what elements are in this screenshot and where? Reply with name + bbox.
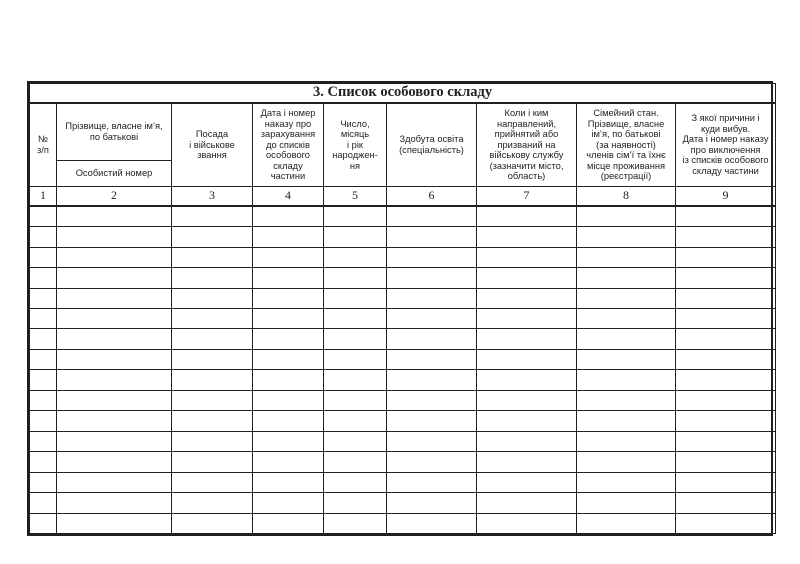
blank-cell[interactable]: [324, 268, 387, 288]
header-line: (спеціальність): [399, 144, 464, 155]
blank-cell[interactable]: [477, 411, 577, 431]
blank-cell[interactable]: [253, 268, 324, 288]
blank-cell[interactable]: [253, 349, 324, 369]
blank-cell[interactable]: [477, 472, 577, 492]
header-position-rank: [172, 103, 253, 186]
blank-cell[interactable]: [57, 411, 172, 431]
header-line: призваний на: [497, 139, 556, 150]
table-row: [30, 472, 776, 492]
blank-cell[interactable]: [253, 513, 324, 534]
header-line: і рік: [347, 139, 363, 150]
blank-cell[interactable]: [387, 288, 477, 308]
blank-cell[interactable]: [57, 227, 172, 247]
blank-cell[interactable]: [30, 390, 57, 410]
table-title: 3. Список особового складу: [30, 84, 776, 103]
blank-cell[interactable]: [253, 206, 324, 227]
header-line: із списків особового: [682, 155, 769, 166]
blank-cell[interactable]: [477, 329, 577, 349]
blank-cell[interactable]: [676, 227, 776, 247]
blank-cell[interactable]: [30, 349, 57, 369]
blank-cell[interactable]: [253, 288, 324, 308]
blank-cell[interactable]: [577, 431, 676, 451]
header-line: народжен-: [332, 150, 378, 161]
header-line: Дата і номер наказу: [682, 134, 769, 145]
blank-cell[interactable]: [577, 329, 676, 349]
header-full-name: [57, 103, 172, 160]
blank-cell[interactable]: [172, 452, 253, 472]
blank-cell[interactable]: [387, 268, 477, 288]
blank-cell[interactable]: [324, 288, 387, 308]
blank-cell[interactable]: [477, 493, 577, 513]
blank-cell[interactable]: [253, 308, 324, 328]
table-row: [30, 247, 776, 267]
blank-cell[interactable]: [172, 227, 253, 247]
blank-cell[interactable]: [30, 268, 57, 288]
blank-cell[interactable]: [387, 349, 477, 369]
blank-cell[interactable]: [253, 227, 324, 247]
blank-cell[interactable]: [57, 329, 172, 349]
blank-cell[interactable]: [324, 370, 387, 390]
blank-cell[interactable]: [57, 288, 172, 308]
table-row: [30, 513, 776, 534]
blank-cell[interactable]: [387, 411, 477, 431]
blank-cell[interactable]: [30, 206, 57, 227]
table-row: [30, 431, 776, 451]
blank-cell[interactable]: [577, 452, 676, 472]
blank-cell[interactable]: [324, 431, 387, 451]
blank-cell[interactable]: [30, 308, 57, 328]
blank-cell[interactable]: [57, 370, 172, 390]
header-line: зарахування: [260, 129, 316, 140]
header-family-status: [577, 103, 676, 186]
header-line: до списків: [266, 139, 310, 150]
blank-cell[interactable]: [172, 370, 253, 390]
header-line: військову службу: [489, 150, 564, 161]
table-row: [30, 308, 776, 328]
header-line: (зазначити місто,: [489, 160, 564, 171]
blank-cell[interactable]: [477, 227, 577, 247]
blank-cell[interactable]: [324, 227, 387, 247]
blank-cell[interactable]: [676, 268, 776, 288]
blank-cell[interactable]: [30, 431, 57, 451]
blank-cell[interactable]: [676, 452, 776, 472]
blank-cell[interactable]: [253, 472, 324, 492]
blank-cell[interactable]: [577, 349, 676, 369]
blank-cell[interactable]: [30, 329, 57, 349]
header-line: з/п: [37, 144, 49, 155]
blank-cell[interactable]: [172, 472, 253, 492]
blank-cell[interactable]: [577, 472, 676, 492]
table-row: [30, 370, 776, 390]
header-line: і військове: [189, 139, 235, 150]
blank-cell[interactable]: [172, 390, 253, 410]
blank-cell[interactable]: [57, 206, 172, 227]
blank-cell[interactable]: [577, 493, 676, 513]
blank-cell[interactable]: [30, 493, 57, 513]
blank-cell[interactable]: [577, 308, 676, 328]
blank-cell[interactable]: [676, 349, 776, 369]
blank-cell[interactable]: [477, 308, 577, 328]
header-line: Здобута освіта: [399, 134, 464, 145]
blank-cell[interactable]: [676, 247, 776, 267]
header-discharge: [676, 103, 776, 186]
blank-cell[interactable]: [477, 349, 577, 369]
column-number: 2: [57, 186, 172, 205]
header-line: ім’я, по батькові: [591, 129, 661, 140]
blank-cell[interactable]: [57, 452, 172, 472]
table-row: [30, 411, 776, 431]
personnel-list-form: [27, 81, 773, 536]
blank-cell[interactable]: [477, 370, 577, 390]
blank-cell[interactable]: [577, 513, 676, 534]
table-row: [30, 493, 776, 513]
blank-cell[interactable]: [57, 308, 172, 328]
blank-cell[interactable]: [253, 370, 324, 390]
blank-cell[interactable]: [253, 329, 324, 349]
header-line: Коли і ким: [504, 108, 549, 119]
blank-cell[interactable]: [477, 268, 577, 288]
blank-cell[interactable]: [676, 370, 776, 390]
table-row: [30, 329, 776, 349]
blank-cell[interactable]: [676, 493, 776, 513]
blank-cell[interactable]: [57, 349, 172, 369]
blank-cell[interactable]: [30, 247, 57, 267]
header-line: місяць: [340, 129, 370, 140]
header-line: (реєстрації): [600, 171, 652, 182]
blank-cell[interactable]: [30, 227, 57, 247]
header-line: (за наявності): [596, 139, 656, 150]
blank-cell[interactable]: [477, 288, 577, 308]
blank-cell[interactable]: [477, 452, 577, 472]
blank-cell[interactable]: [577, 268, 676, 288]
blank-cell[interactable]: [324, 411, 387, 431]
blank-cell[interactable]: [477, 206, 577, 227]
column-number: 9: [676, 186, 776, 205]
blank-cell[interactable]: [324, 493, 387, 513]
blank-cell[interactable]: [30, 472, 57, 492]
header-line: область): [507, 171, 546, 182]
blank-cell[interactable]: [30, 288, 57, 308]
blank-cell[interactable]: [57, 247, 172, 267]
blank-cell[interactable]: [30, 370, 57, 390]
blank-cell[interactable]: [172, 206, 253, 227]
blank-cell[interactable]: [387, 227, 477, 247]
blank-cell[interactable]: [324, 513, 387, 534]
column-number: 5: [324, 186, 387, 205]
header-line: звання: [197, 150, 227, 161]
blank-cell[interactable]: [57, 268, 172, 288]
header-index: [30, 103, 57, 186]
header-education: [387, 103, 477, 186]
header-line: №: [38, 134, 48, 145]
header-line: складу: [273, 160, 303, 171]
blank-cell[interactable]: [253, 493, 324, 513]
column-number: 3: [172, 186, 253, 205]
header-enrollment-order: [253, 103, 324, 186]
header-birth-date: [324, 103, 387, 186]
blank-cell[interactable]: [676, 390, 776, 410]
blank-cell[interactable]: [324, 206, 387, 227]
personnel-table: [29, 83, 776, 534]
header-personal-number: [57, 160, 172, 186]
blank-cell[interactable]: [324, 349, 387, 369]
blank-cell[interactable]: [676, 431, 776, 451]
blank-cell[interactable]: [172, 247, 253, 267]
blank-cell[interactable]: [57, 472, 172, 492]
blank-cell[interactable]: [172, 288, 253, 308]
column-numbers-row: [30, 186, 776, 205]
blank-cell[interactable]: [172, 513, 253, 534]
header-line: Прізвище, власне ім’я,: [65, 121, 163, 132]
header-line: членів сім’ї та їхнє: [586, 150, 666, 161]
blank-cell[interactable]: [57, 493, 172, 513]
header-line: прийнятий або: [494, 129, 559, 140]
table-row: [30, 349, 776, 369]
blank-cell[interactable]: [324, 308, 387, 328]
blank-cell[interactable]: [676, 206, 776, 227]
blank-cell[interactable]: [676, 288, 776, 308]
blank-cell[interactable]: [577, 370, 676, 390]
blank-cell[interactable]: [253, 411, 324, 431]
column-number: 4: [253, 186, 324, 205]
header-line: Особистий номер: [75, 167, 153, 178]
blank-cell[interactable]: [253, 247, 324, 267]
table-row: [30, 452, 776, 472]
blank-cell[interactable]: [172, 268, 253, 288]
table-row: [30, 390, 776, 410]
blank-cell[interactable]: [172, 308, 253, 328]
blank-cell[interactable]: [324, 329, 387, 349]
blank-cell[interactable]: [30, 513, 57, 534]
blank-cell[interactable]: [172, 411, 253, 431]
blank-cell[interactable]: [577, 227, 676, 247]
blank-cell[interactable]: [477, 513, 577, 534]
blank-cell[interactable]: [577, 288, 676, 308]
blank-cell[interactable]: [387, 513, 477, 534]
blank-cell[interactable]: [477, 431, 577, 451]
header-conscription: [477, 103, 577, 186]
header-line: по батькові: [89, 131, 139, 142]
blank-cell[interactable]: [676, 411, 776, 431]
header-line: складу частини: [692, 165, 759, 176]
blank-cell[interactable]: [172, 349, 253, 369]
blank-cell[interactable]: [387, 247, 477, 267]
blank-cell[interactable]: [324, 390, 387, 410]
blank-cell[interactable]: [676, 308, 776, 328]
blank-cell[interactable]: [577, 206, 676, 227]
blank-cell[interactable]: [387, 329, 477, 349]
header-line: Дата і номер: [260, 108, 316, 119]
blank-cell[interactable]: [676, 513, 776, 534]
table-row: [30, 206, 776, 227]
blank-cell[interactable]: [253, 431, 324, 451]
blank-cell[interactable]: [324, 472, 387, 492]
header-line: Посада: [195, 129, 229, 140]
blank-cell[interactable]: [253, 390, 324, 410]
blank-cell[interactable]: [387, 472, 477, 492]
blank-cell[interactable]: [172, 493, 253, 513]
header-line: ня: [349, 160, 361, 171]
header-line: про виключення: [690, 144, 761, 155]
blank-cell[interactable]: [387, 308, 477, 328]
column-number: 8: [577, 186, 676, 205]
blank-cell[interactable]: [387, 206, 477, 227]
blank-cell[interactable]: [324, 452, 387, 472]
column-number: 6: [387, 186, 477, 205]
header-line: куди вибув.: [700, 123, 751, 134]
blank-cell[interactable]: [577, 411, 676, 431]
blank-cell[interactable]: [172, 431, 253, 451]
blank-cell[interactable]: [477, 390, 577, 410]
blank-cell[interactable]: [477, 247, 577, 267]
header-line: частини: [270, 171, 306, 182]
column-number: 1: [30, 186, 57, 205]
blank-cell[interactable]: [387, 493, 477, 513]
header-line: Число,: [340, 118, 370, 129]
header-line: Прізвище, власне: [587, 118, 665, 129]
table-row: [30, 227, 776, 247]
blank-cell[interactable]: [172, 329, 253, 349]
blank-cell[interactable]: [57, 390, 172, 410]
column-number: 7: [477, 186, 577, 205]
header-line: направлений,: [496, 118, 557, 129]
blank-cell[interactable]: [30, 452, 57, 472]
blank-cell[interactable]: [324, 247, 387, 267]
blank-cell[interactable]: [387, 370, 477, 390]
header-line: З якої причини і: [691, 113, 760, 124]
header-line: наказу про: [264, 118, 312, 129]
blank-cell[interactable]: [387, 390, 477, 410]
blank-cell[interactable]: [57, 431, 172, 451]
header-line: особового: [266, 150, 310, 161]
table-row: [30, 288, 776, 308]
blank-cell[interactable]: [387, 452, 477, 472]
table-row: [30, 268, 776, 288]
blank-cell[interactable]: [253, 452, 324, 472]
blank-cell[interactable]: [387, 431, 477, 451]
blank-cell[interactable]: [676, 329, 776, 349]
header-line: Сімейний стан.: [593, 108, 659, 119]
header-line: місце проживання: [586, 160, 666, 171]
blank-cell[interactable]: [577, 247, 676, 267]
blank-cell[interactable]: [577, 390, 676, 410]
blank-cell[interactable]: [676, 472, 776, 492]
blank-cell[interactable]: [57, 513, 172, 534]
blank-cell[interactable]: [30, 411, 57, 431]
